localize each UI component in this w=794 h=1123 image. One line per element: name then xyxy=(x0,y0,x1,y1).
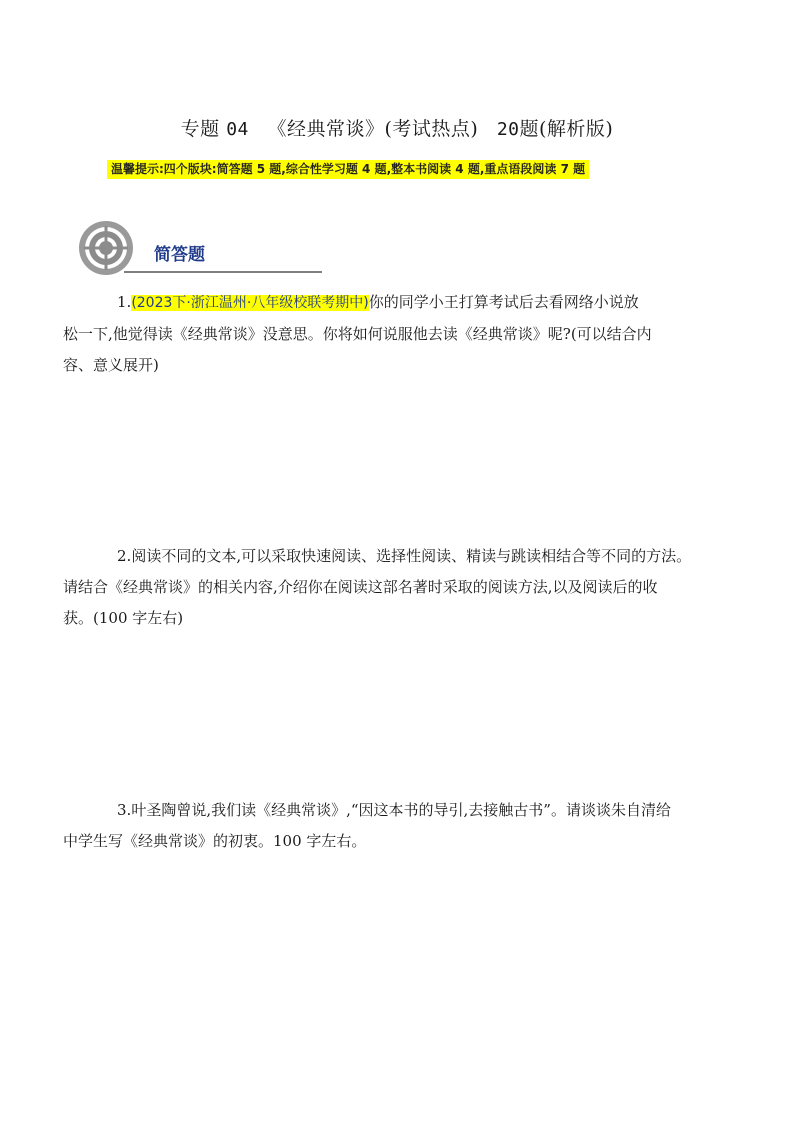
question-2 xyxy=(63,541,723,634)
question-3-line-2: 中学生写《经典常谈》的初衷。100 字左右。 xyxy=(63,832,367,850)
question-number: 1. xyxy=(117,293,132,311)
question-1-line-3: 容、意义展开) xyxy=(63,356,159,374)
question-2-line-2: 请结合《经典常谈》的相关内容,介绍你在阅读这部名著时采取的阅读方法,以及阅读后的收 xyxy=(63,578,658,596)
section-header xyxy=(78,220,248,276)
question-1-line-1: 1.(2023下·浙江温州·八年级校联考期中)你的同学小王打算考试后去看网络小说放 xyxy=(117,293,639,311)
question-1-line-2: 松一下,他觉得读《经典常谈》没意思。你将如何说服他去读《经典常谈》呢?(可以结合内 xyxy=(63,325,652,343)
question-3-line-1: 3.叶圣陶曾说,我们读《经典常谈》,“因这本书的导引,去接触古书”。请谈谈朱自清给 xyxy=(117,801,671,819)
question-number: 2. xyxy=(117,547,132,565)
section-divider xyxy=(124,271,322,273)
question-2-line-3: 获。(100 字左右) xyxy=(63,609,184,627)
title-count: 20题(解析版) xyxy=(496,118,614,140)
section-label: 简答题 xyxy=(154,245,205,265)
target-icon xyxy=(78,220,134,276)
question-2-line-1: 2.阅读不同的文本,可以采取快速阅读、选择性阅读、精读与跳读相结合等不同的方法。 xyxy=(117,547,692,565)
question-3 xyxy=(63,795,723,857)
title-prefix: 专题 04 xyxy=(180,118,249,140)
question-1 xyxy=(63,287,723,381)
tip-banner: 温馨提示:四个版块:简答题 5 题,综合性学习题 4 题,整本书阅读 4 题,重点语段阅读 7 题 xyxy=(107,160,589,179)
page-title xyxy=(0,114,794,141)
question-number: 3. xyxy=(117,801,132,819)
question-source-tag: (2023下·浙江温州·八年级校联考期中) xyxy=(131,295,369,311)
title-main: 《经典常谈》(考试热点) xyxy=(267,118,479,140)
